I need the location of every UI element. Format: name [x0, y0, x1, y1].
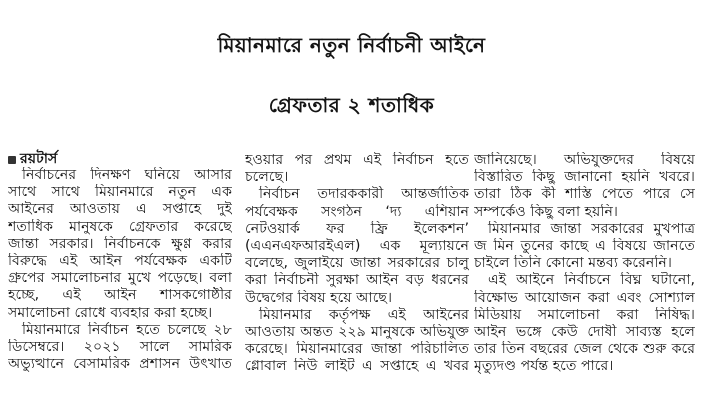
headline-line-2: গ্রেফতার ২ শতাধিক: [268, 93, 435, 117]
bullet-square-icon: [8, 156, 16, 164]
article-line: আওতায় অন্তত ২২৯ মানুষকে অভিযুক্ত: [245, 323, 469, 340]
article-line: উদ্বেগের বিষয় হয়ে আছে।: [245, 289, 393, 306]
article-line: জ মিন তুনের কাছে এ বিষয়ে জানতে: [474, 237, 695, 254]
article-line: নেটওয়ার্ক ফর ফ্রি ইলেকশন’: [245, 220, 469, 237]
article-line: নির্বাচন তদারককারী আন্তর্জাতিক: [259, 186, 469, 203]
article-line: মিয়ানমার কর্তৃপক্ষ এই আইনের: [259, 306, 469, 323]
article-column-1: [8, 152, 232, 373]
headline-line-1: মিয়ানমারে নতুন নির্বাচনী আইনে: [217, 33, 486, 57]
article-line: গ্রুপের সমালোচনার মুখে পড়েছে। বলা: [8, 270, 232, 287]
article-line: করা নির্বাচনী সুরক্ষা আইন বড় ধরনের: [245, 272, 469, 289]
article-column-2: [245, 152, 469, 375]
article-line: মিডিয়ায় সমালোচনা করা নিষিদ্ধ।: [474, 306, 695, 323]
article-line: অভ্যুত্থানে বেসামরিক প্রশাসন উৎখাত: [8, 356, 232, 373]
article-line: সাথে সাথে মিয়ানমারে নতুন এক: [8, 184, 232, 201]
article-line: জান্তা সরকার। নির্বাচনকে ক্ষুণ্ণ করার: [8, 235, 232, 252]
article-line: তার তিন বছরের জেল থেকে শুরু করে: [474, 341, 695, 358]
article-line: ডিসেম্বরে। ২০২১ সালে সামরিক: [8, 338, 232, 355]
article-line: বলেছে, জুলাইয়ে জান্তা সরকারের চালু: [245, 255, 469, 272]
article-line: সমালোচনা রোধে ব্যবহার করা হচ্ছে।: [8, 304, 213, 321]
article-line: হওয়ার পর প্রথম এই নির্বাচন হতে: [245, 152, 469, 168]
article-line: বিরুদ্ধে এই আইন পর্যবেক্ষক একটি: [8, 252, 232, 269]
article-line: জানিয়েছে। অভিযুক্তদের বিষয়ে: [474, 152, 695, 168]
article-line: চাইলে তিনি কোনো মন্তব্য করেননি।: [474, 255, 672, 272]
article-line: বিক্ষোভ আয়োজন করা এবং সোশ্যাল: [474, 289, 695, 306]
article-line: হচ্ছে, এই আইন শাসকগোষ্ঠীর: [8, 287, 232, 304]
article-line: (এএনএফআরইএল) এক মূল্যায়নে: [245, 237, 469, 254]
dateline: [8, 152, 232, 167]
article-line: পর্যবেক্ষক সংগঠন ‘দ্য এশিয়ান: [245, 203, 469, 220]
article-line: গ্লোবাল নিউ লাইট এ সপ্তাহে এ খবর: [245, 358, 469, 375]
article-line: মিয়ানমারে নির্বাচন হতে চলেছে ২৮: [22, 321, 232, 338]
article-line: তারা ঠিক কী শাস্তি পেতে পারে সে: [474, 186, 695, 203]
article-line: আইনের আওতায় এ সপ্তাহে দুই: [8, 201, 232, 218]
article-line: এই আইনে নির্বাচনে বিঘ্ন ঘটানো,: [488, 272, 695, 289]
article-column-3: [474, 152, 695, 375]
article-line: চলেছে।: [245, 169, 289, 186]
article-line: মিয়ানমার জান্তা সরকারের মুখপাত্র: [488, 220, 695, 237]
article-line: আইন ভঙ্গে কেউ দোষী সাব্যস্ত হলে: [474, 323, 695, 340]
article-line: নির্বাচনের দিনক্ষণ ঘনিয়ে আসার: [22, 167, 232, 183]
dateline-source: রয়টার্স: [20, 151, 58, 167]
article-line: শতাধিক মানুষকে গ্রেফতার করেছে: [8, 218, 232, 235]
article-line: মৃত্যুদণ্ড পর্যন্ত হতে পারে।: [474, 358, 614, 375]
article-line: বিস্তারিত কিছু জানানো হয়নি খবরে।: [474, 169, 695, 186]
article-line: করেছে। মিয়ানমারের জান্তা পরিচালিত: [245, 341, 469, 358]
article-line: সম্পর্কেও কিছু বলা হয়নি।: [474, 203, 618, 220]
